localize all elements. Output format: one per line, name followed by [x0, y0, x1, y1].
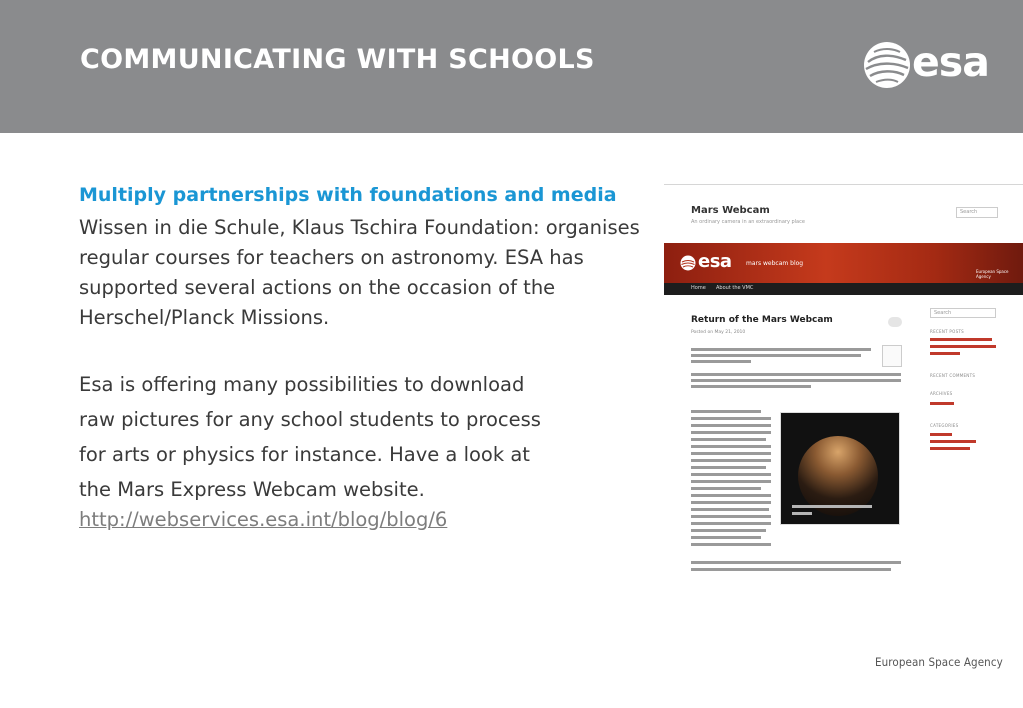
blog-site-title: Mars Webcam: [691, 205, 770, 216]
post-text-line: [691, 445, 771, 448]
post-text-line: [691, 501, 771, 504]
banner-agency: European Space Agency: [976, 269, 1009, 279]
image-caption-line: [792, 505, 872, 508]
blog-search-input: Search: [956, 207, 998, 218]
sidebar-link: [930, 345, 996, 348]
sidebar-link: [930, 402, 954, 405]
post-text-line: [691, 424, 771, 427]
mars-webcam-link[interactable]: http://webservices.esa.int/blog/blog/6: [79, 508, 448, 531]
post-text-line: [691, 473, 771, 476]
image-caption-line: [792, 512, 812, 515]
post-text-line: [691, 543, 771, 546]
esa-globe-icon: [680, 255, 696, 271]
post-text-line: [691, 515, 771, 518]
sidebar-heading: RECENT POSTS: [930, 329, 965, 334]
esa-logo-text: esa: [912, 38, 989, 86]
post-text-line: [691, 379, 901, 382]
post-text-line: [691, 438, 766, 441]
sidebar-link: [930, 352, 960, 355]
sidebar-search-input: Search: [930, 308, 996, 318]
blog-screenshot: [664, 184, 1023, 580]
esa-logo: [862, 40, 1002, 94]
banner-esa-text: esa: [698, 251, 732, 272]
blog-tagline: An ordinary camera in an extraordinary place: [691, 219, 805, 225]
sidebar-heading: CATEGORIES: [930, 423, 959, 428]
blog-nav-home: Home: [691, 285, 706, 291]
post-text-line: [691, 561, 901, 564]
post-text-line: [691, 452, 771, 455]
paragraph-line: for arts or physics for instance. Have a look at: [79, 443, 530, 466]
post-text-line: [691, 354, 861, 357]
spacer: [79, 333, 654, 367]
sidebar-heading: RECENT COMMENTS: [930, 373, 976, 378]
comment-bubble-icon: [888, 317, 902, 327]
post-text-line: [691, 360, 751, 363]
mars-planet: [798, 436, 878, 516]
paragraph-line: the Mars Express Webcam website.: [79, 478, 425, 501]
blog-nav-about: About the VMC: [716, 285, 754, 291]
sidebar-heading: ARCHIVES: [930, 391, 953, 396]
footer-agency-name: European Space Agency: [875, 655, 1003, 669]
blog-banner: [664, 243, 1023, 283]
paragraph-line: raw pictures for any school students to process: [79, 408, 541, 431]
post-text-line: [691, 431, 771, 434]
post-text-line: [691, 508, 769, 511]
post-text-line: [691, 466, 766, 469]
share-widget: [882, 345, 902, 367]
esa-globe-icon: [862, 40, 912, 90]
sidebar-link: [930, 440, 976, 443]
blog-post-date: Posted on May 21, 2010: [691, 330, 746, 335]
slide-title: COMMUNICATING WITH SCHOOLS: [80, 44, 595, 75]
post-text-line: [691, 568, 891, 571]
header-band: [0, 0, 1023, 133]
post-text-line: [691, 373, 901, 376]
main-text: [79, 180, 654, 533]
post-text-line: [691, 494, 771, 497]
sidebar-link: [930, 338, 992, 341]
blog-post-title: Return of the Mars Webcam: [691, 315, 833, 325]
post-text-line: [691, 417, 771, 420]
post-text-line: [691, 529, 766, 532]
post-text-line: [691, 536, 761, 539]
post-text-line: [691, 348, 871, 351]
paragraph-line: Esa is offering many possibilities to download: [79, 373, 525, 396]
post-text-line: [691, 522, 771, 525]
sidebar-link: [930, 433, 952, 436]
banner-blog-name: mars webcam blog: [746, 260, 804, 267]
sidebar-link: [930, 447, 970, 450]
post-text-line: [691, 487, 761, 490]
subheading: Multiply partnerships with foundations and media: [79, 184, 617, 206]
post-text-line: [691, 480, 771, 483]
paragraph-foundation: Wissen in die Schule, Klaus Tschira Foundation: organises regular courses for teachers on astronomy. ESA has supported several actions on the occasion of the Herschel/Planck Missions.: [79, 216, 640, 329]
blog-nav-bar: [664, 283, 1023, 295]
post-text-line: [691, 410, 761, 413]
post-text-line: [691, 385, 811, 388]
post-text-line: [691, 459, 771, 462]
